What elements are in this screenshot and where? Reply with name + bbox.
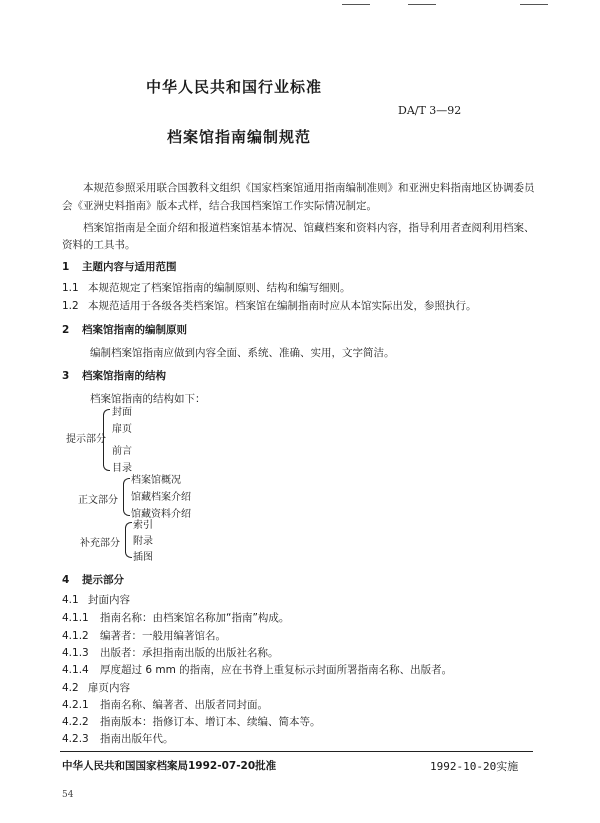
section-2-title: 档案馆指南的编制原则 [82,324,187,336]
clause-1-2-text: 本规范适用于各级各类档案馆。档案馆在编制指南时应从本馆实际出发，参照执行。 [88,300,477,312]
clause-number: 4.2.2 [62,716,89,728]
clause-text: 指南出版年代。 [100,733,174,745]
clause-number: 4.1.2 [62,630,89,642]
clause-number: 4.2.1 [62,699,89,711]
page-number: 54 [62,790,74,800]
section-1-title: 主题内容与适用范围 [82,261,177,273]
clause-number: 4.1.1 [62,612,89,624]
clause-text: 编著者：一般用编著馆名。 [100,630,226,642]
clause-1-2-number: 1.2 [62,300,79,312]
document-title: 档案馆指南编制规范 [167,128,312,146]
structure-group-3-label: 补充部分 [80,538,120,549]
clause-1-2 [62,298,477,315]
structure-item-preface: 前言 [112,446,132,457]
section-3-title: 档案馆指南的结构 [82,370,166,382]
section-2-number: 2 [62,324,70,336]
clause-text: 出版者：承担指南出版的出版社名称。 [100,647,279,659]
clause-number: 4.2.3 [62,733,89,745]
structure-group-1-label: 提示部分 [66,434,106,445]
section-4-heading [62,572,124,587]
clause-4-1-1 [62,610,289,627]
clause-text: 指南版本：指修订本、增订本、续编、简本等。 [100,716,321,728]
structure-group-3-brace [125,522,132,558]
clause-4-2-3 [62,731,174,748]
clause-4-1-2 [62,628,226,645]
top-rule-2 [408,4,436,5]
clause-text: 指南名称、编著者、出版者同封面。 [100,699,268,711]
structure-item-illustrations: 插图 [133,552,153,563]
section-3-intro: 档案馆指南的结构如下： [90,393,206,405]
clause-1-1 [62,280,351,297]
structure-item-overview: 档案馆概况 [131,475,181,486]
section-3-heading [62,368,166,383]
section-2-heading [62,322,187,337]
top-rule-3 [520,4,548,5]
clause-1-1-text: 本规范规定了档案馆指南的编制原则、结构和编写细则。 [88,282,351,294]
structure-item-materials-intro: 馆藏资料介绍 [131,509,191,520]
clause-1-1-number: 1.1 [62,282,79,294]
intro-p2-line1: 档案馆指南是全面介绍和报道档案馆基本情况、馆藏档案和资料内容，指导利用者查阅利用档案、 [83,222,535,234]
clause-number: 4.1.4 [62,664,89,676]
structure-group-2-label: 正文部分 [78,495,118,506]
intro-p1-line2: 会《亚洲史料指南》版本式样，结合我国档案馆工作实际情况制定。 [62,200,377,212]
section-4-title: 提示部分 [82,574,124,586]
approval-line: 中华人民共和国国家档案局1992-07-20批准 [62,760,277,772]
section-1-number: 1 [62,261,70,273]
effective-date: 1992-10-20实施 [430,760,519,773]
clause-4-1-3 [62,645,279,662]
structure-group-1-brace [103,409,110,471]
clause-4-2-number: 4.2 [62,682,79,694]
structure-group-2-brace [123,478,130,516]
clause-4-1-title: 封面内容 [88,594,130,606]
clause-4-1 [62,592,130,609]
structure-item-appendix: 附录 [133,536,153,547]
standard-org-title: 中华人民共和国行业标准 [146,78,323,96]
section-2-text: 编制档案馆指南应做到内容全面、系统、准确、实用，文字简洁。 [90,347,395,359]
structure-item-archives-intro: 馆藏档案介绍 [131,492,191,503]
structure-item-title-page: 扉页 [112,424,132,435]
clause-number: 4.1.3 [62,647,89,659]
footer-rule [60,751,533,752]
intro-p2-line2: 资料的工具书。 [62,239,136,251]
clause-4-2-title: 扉页内容 [88,682,130,694]
standard-code: DA/T 3—92 [398,104,462,117]
section-1-heading [62,259,177,274]
structure-item-cover: 封面 [112,407,132,418]
top-rule-1 [342,4,370,5]
clause-4-1-number: 4.1 [62,594,79,606]
clause-4-2 [62,680,130,697]
intro-p1-line1: 本规范参照采用联合国教科文组织《国家档案馆通用指南编制准则》和亚洲史料指南地区协调委员 [83,182,535,194]
structure-item-contents: 目录 [112,463,132,474]
clause-4-2-1 [62,697,268,714]
clause-4-2-2 [62,714,321,731]
clause-text: 指南名称：由档案馆名称加“指南”构成。 [100,612,290,624]
structure-item-index: 索引 [133,520,153,531]
clause-text: 厚度超过 6 mm 的指南，应在书脊上重复标示封面所署指南名称、出版者。 [100,664,453,676]
section-3-number: 3 [62,370,70,382]
section-4-number: 4 [62,574,70,586]
clause-4-1-4 [62,662,452,679]
